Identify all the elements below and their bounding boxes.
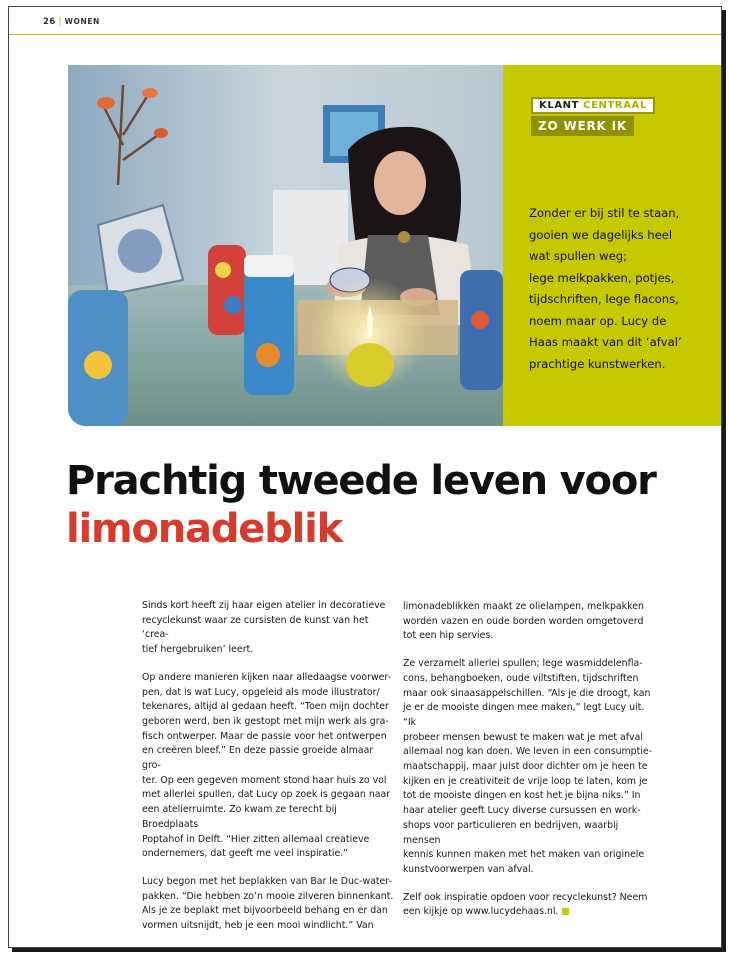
badge-word1: KLANT <box>539 100 580 111</box>
closing-text: Zelf ook inspiratie opdoen voor recyclekunst? Neem een kijkje op www.lucydehaas.nl. <box>403 891 648 918</box>
headline-line1: Prachtig tweede leven voor <box>66 458 656 504</box>
page-number: 26 <box>43 17 56 27</box>
end-mark-icon <box>562 908 569 915</box>
paragraph: Ze verzamelt allerlei spullen; lege wasmiddelenfla- cons, behangboeken, oude viltstiften, tijdschriften maar ook sinaasappelschillen. “Als je die droogt, kan je er de mooiste dingen mee maken,” legt Lucy uit. “Ik probeer mensen bewust te maken wat je met afval allemaal nog kan doen. We leven in een consumptie- maatschappij, maar juist door dichter om je heen te kijken en je creativiteit de vrije loop te laten, kom je tot de mooiste dingen en kost het je bijna niks.” In haar atelier geeft Lucy diverse cursussen en work- shops voor particulieren en bedrijven, waarbij mensen kennis kunnen maken met het maken van originele kunstvoorwerpen van afval. <box>403 658 653 875</box>
badge-word2: CENTRAAL <box>583 100 647 111</box>
magazine-page <box>8 6 722 948</box>
section-label: WONEN <box>64 17 100 26</box>
paragraph: limonadeblikken maakt ze olielampen, melkpakken worden vazen en oude borden worden omgetoverd tot een hip servies. <box>403 601 644 642</box>
badge-subtitle: ZO WERK IK <box>531 116 634 136</box>
body-column-2 <box>403 600 655 933</box>
header-separator: | <box>58 17 62 27</box>
closing-paragraph <box>403 891 655 920</box>
body-column-1 <box>142 599 394 947</box>
paragraph: Sinds kort heeft zij haar eigen atelier in decoratieve recyclekunst waar ze cursisten de kunst van het ‘crea- tief hergebruiken’ leert. <box>142 600 386 656</box>
headline-line2: limonadeblik <box>66 506 343 552</box>
intro-panel <box>503 65 721 426</box>
paragraph: Lucy begon met het beplakken van Bar le Duc-water- pakken. “Die hebben zo’n mooie zilveren binnenkant. Als je ze beplakt met bijvoorbeeld behang en er dan vormen uitsnijdt, heb je een mooi windlicht.” Van <box>142 875 394 932</box>
article-headline <box>66 457 656 553</box>
paragraph: Op andere manieren kijken naar alledaagse voorwer- pen, dat is wat Lucy, opgeleid als mode illustrator/ tekenares, altijd al gedaan heeft. “Toen mijn dochter geboren werd, ben ik gestopt met mijn werk als gra- fisch ontwerper. Maar de passie voor het ontwerpen en creëren bleef.” En deze passie groeide almaar gro- ter. Op een gegeven moment stond haar huis zo vol met allerlei spullen, dat Lucy op zoek is gegaan naar een atelierruimte. Zo kwam ze terecht bij Broedplaats Poptahof in Delft. “Hier zitten allemaal creatieve ondernemers, dat geeft me veel inspiratie.” <box>142 671 392 860</box>
header-rule <box>9 34 721 35</box>
artist-photo <box>68 65 503 426</box>
intro-text: Zonder er bij stil te staan, gooien we dagelijks heel wat spullen weg; lege melkpakken, potjes, tijdschriften, lege flacons, noem maar op. Lucy de Haas maakt van dit ‘afval’ prachtige kunstwerken. <box>529 206 682 371</box>
badge-title <box>531 97 655 114</box>
page-header <box>43 17 100 27</box>
column-badge <box>531 93 655 136</box>
